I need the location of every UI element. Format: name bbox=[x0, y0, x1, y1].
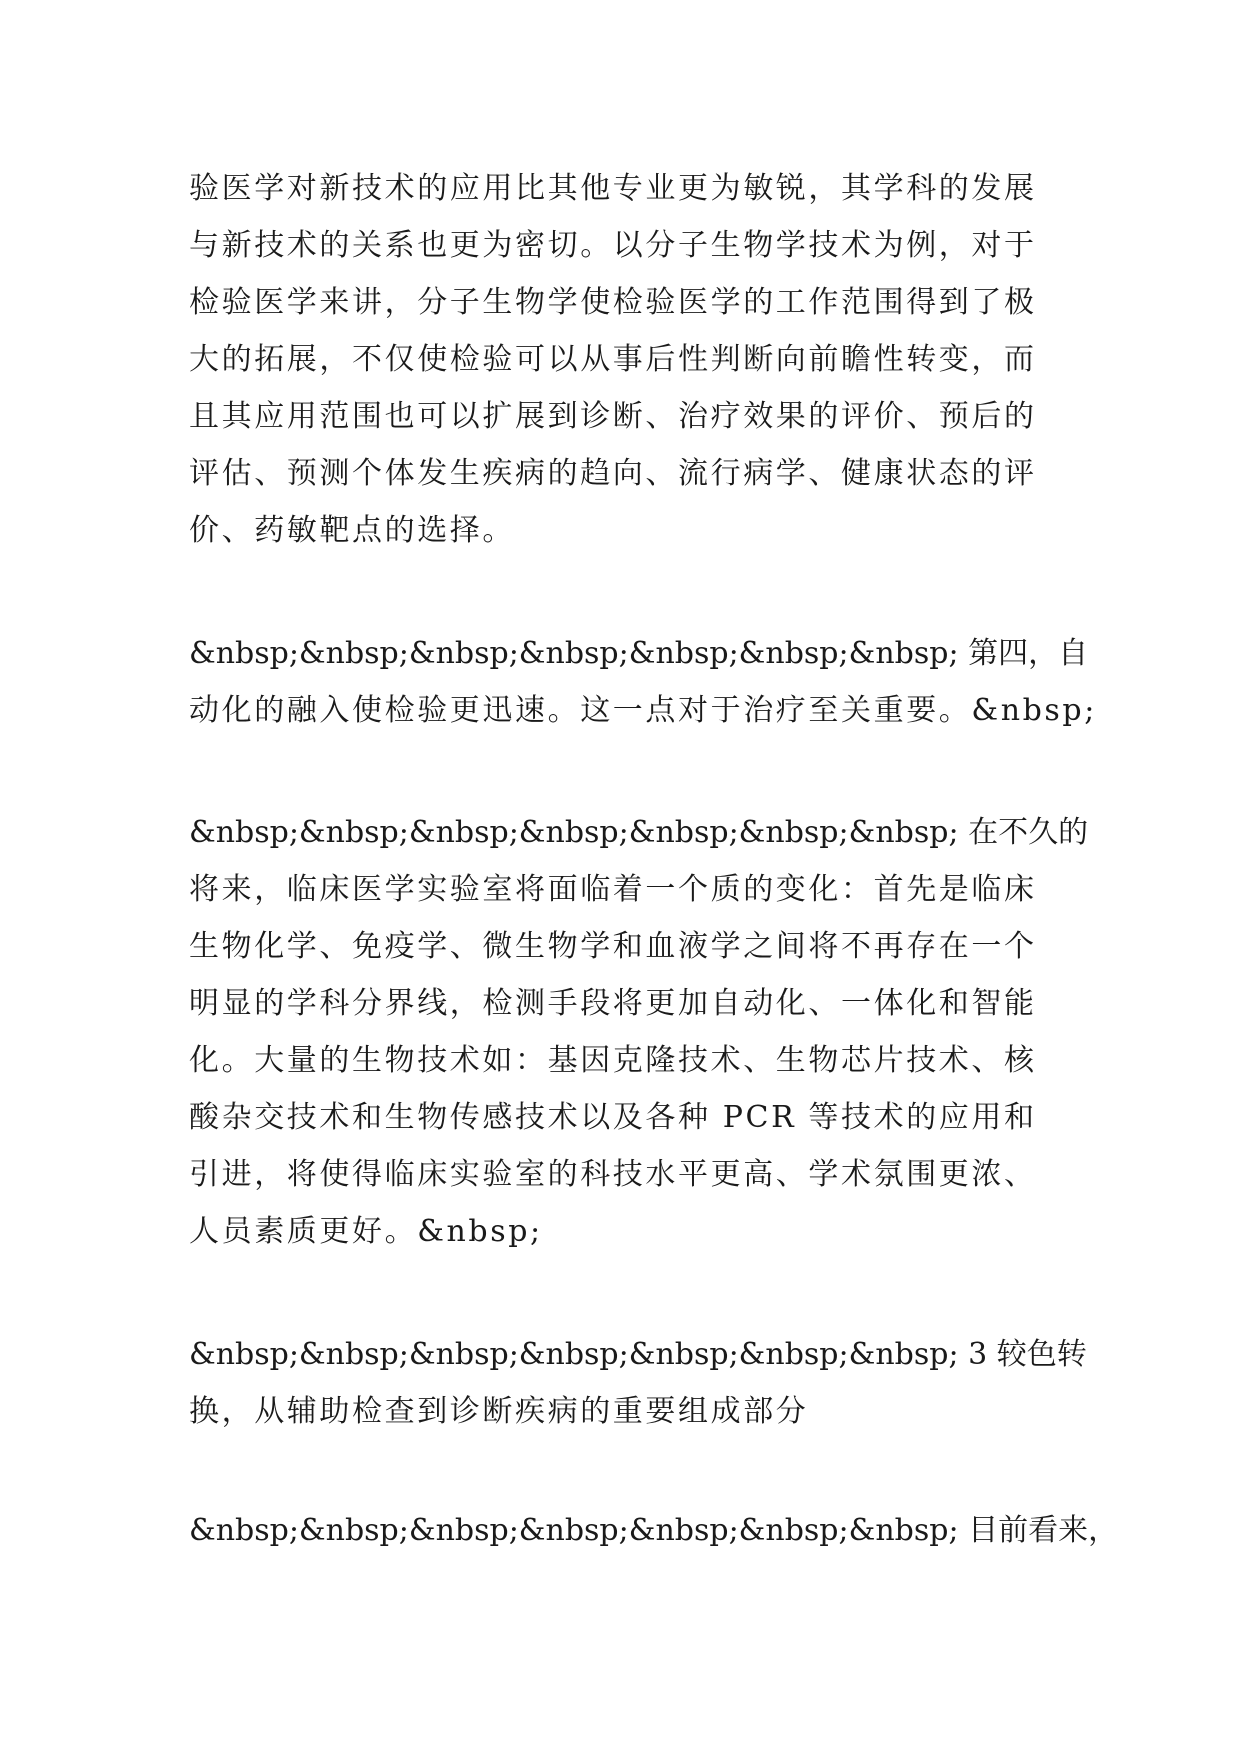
paragraph-lab-medicine-new-tech bbox=[189, 160, 1069, 559]
text-line: 人员素质更好。&nbsp; bbox=[189, 1214, 543, 1249]
text-line: 评估、预测个体发生疾病的趋向、流行病学、健康状态的评 bbox=[189, 456, 1037, 491]
text-line: 换，从辅助检查到诊断疾病的重要组成部分 bbox=[189, 1394, 809, 1429]
text-line: 酸杂交技术和生物传感技术以及各种 PCR 等技术的应用和 bbox=[189, 1100, 1037, 1135]
text-line: 引进，将使得临床实验室的科技水平更高、学术氛围更浓、 bbox=[189, 1157, 1037, 1192]
paragraph-fourth-automation bbox=[189, 625, 1097, 739]
text-line: 大的拓展，不仅使检验可以从事后性判断向前瞻性转变，而 bbox=[189, 342, 1037, 377]
text-line: 验医学对新技术的应用比其他专业更为敏锐，其学科的发展 bbox=[189, 171, 1037, 206]
text-line: 化。大量的生物技术如：基因克隆技术、生物芯片技术、核 bbox=[189, 1043, 1037, 1078]
text-line: 且其应用范围也可以扩展到诊断、治疗效果的评价、预后的 bbox=[189, 399, 1037, 434]
text-line: 将来，临床医学实验室将面临着一个质的变化：首先是临床 bbox=[189, 872, 1037, 907]
text-line: &nbsp;&nbsp;&nbsp;&nbsp;&nbsp;&nbsp;&nbsp; 第四，自 bbox=[189, 636, 1089, 671]
text-line: 动化的融入使检验更迅速。这一点对于治疗至关重要。&nbsp; bbox=[189, 693, 1097, 728]
text-line: 检验医学来讲，分子生物学使检验医学的工作范围得到了极 bbox=[189, 285, 1037, 320]
text-line: 与新技术的关系也更为密切。以分子生物学技术为例，对于 bbox=[189, 228, 1037, 263]
text-line: &nbsp;&nbsp;&nbsp;&nbsp;&nbsp;&nbsp;&nbsp; 在不久的 bbox=[189, 815, 1089, 850]
section-heading-role-transition bbox=[189, 1326, 1087, 1440]
text-line: 价、药敏靶点的选择。 bbox=[189, 513, 515, 548]
text-line: 生物化学、免疫学、微生物学和血液学之间将不再存在一个 bbox=[189, 929, 1037, 964]
text-line: &nbsp;&nbsp;&nbsp;&nbsp;&nbsp;&nbsp;&nbsp; 目前看来， bbox=[189, 1513, 1119, 1548]
text-line: 明显的学科分界线，检测手段将更加自动化、一体化和智能 bbox=[189, 986, 1037, 1021]
paragraph-currently bbox=[189, 1502, 1119, 1559]
text-line: &nbsp;&nbsp;&nbsp;&nbsp;&nbsp;&nbsp;&nbsp; 3 较色转 bbox=[189, 1337, 1087, 1372]
paragraph-future-clinical-lab bbox=[189, 804, 1089, 1260]
